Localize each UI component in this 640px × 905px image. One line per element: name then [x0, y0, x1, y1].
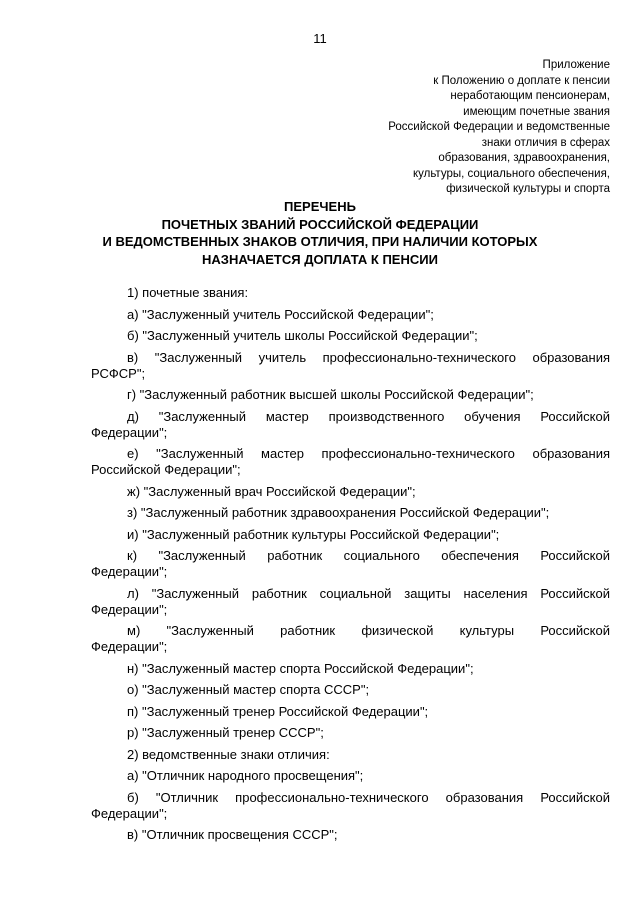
list-item-continuation: РСФСР";: [91, 365, 146, 381]
list-item-text: е) "Заслуженный мастер профессионально-технического образования: [127, 446, 610, 461]
list-item: [91, 409, 610, 425]
list-item: н) "Заслуженный мастер спорта Российской Федерации";: [127, 660, 474, 676]
document-title: [0, 198, 640, 268]
list-item: [91, 790, 610, 806]
list-item-continuation: Федерации";: [91, 564, 168, 579]
list-item: [91, 586, 610, 602]
appendix-line: физической культуры и спорта: [446, 183, 610, 195]
list-item-text: л) "Заслуженный работник социальной защиты населения Российской: [127, 585, 610, 601]
title-line: ПЕРЕЧЕНЬ: [284, 199, 356, 214]
appendix-line: культуры, социального обеспечения,: [412, 167, 610, 180]
list-item: з) "Заслуженный работник здравоохранения Российской Федерации";: [127, 505, 550, 520]
list-item: б) "Заслуженный учитель школы Российской Федерации";: [127, 328, 478, 343]
appendix-line: знаки отличия в сферах: [481, 136, 610, 149]
list-item-continuation: Федерации";: [91, 424, 168, 440]
list-item-continuation: Федерации";: [91, 601, 168, 617]
appendix-line: Приложение: [542, 59, 610, 71]
list-item-continuation: Российской Федерации";: [91, 462, 241, 477]
appendix-line: к Положению о доплате к пенсии: [433, 74, 610, 87]
title-line: ПОЧЕТНЫХ ЗВАНИЙ РОССИЙСКОЙ ФЕДЕРАЦИИ: [161, 216, 479, 232]
list-item-text: к) "Заслуженный работник социального обеспечения Российской: [127, 548, 610, 563]
list-item: 2) ведомственные знаки отличия:: [127, 746, 330, 762]
list-item: 1) почетные звания:: [127, 285, 249, 300]
list-item: ж) "Заслуженный врач Российской Федерации";: [127, 483, 416, 499]
appendix-line: неработающим пенсионерам,: [450, 90, 610, 102]
list-item: в) "Отличник просвещения СССР";: [127, 827, 338, 842]
list-item-text: б) "Отличник профессионально-технического образования Российской: [127, 789, 610, 805]
list-item: г) "Заслуженный работник высшей школы Российской Федерации";: [127, 387, 534, 402]
list-item: [91, 446, 610, 462]
appendix-line: Российской Федерации и ведомственные: [388, 121, 610, 133]
list-item: а) "Заслуженный учитель Российской Федерации";: [127, 306, 434, 322]
list-item: п) "Заслуженный тренер Российской Федерации";: [127, 703, 429, 719]
list-item: и) "Заслуженный работник культуры Российской Федерации";: [127, 526, 500, 542]
list-item-text: д) "Заслуженный мастер производственного обучения Российской: [127, 408, 610, 424]
list-item: [91, 548, 610, 564]
list-body: [91, 285, 610, 849]
title-line: НАЗНАЧАЕТСЯ ДОПЛАТА К ПЕНСИИ: [202, 251, 438, 267]
list-item-text: м) "Заслуженный работник физической культуры Российской: [127, 623, 610, 638]
appendix-line: образования, здравоохранения,: [438, 152, 610, 164]
appendix-line: имеющим почетные звания: [463, 105, 610, 118]
list-item: р) "Заслуженный тренер СССР";: [127, 725, 324, 740]
list-item: [91, 623, 610, 639]
list-item-continuation: Федерации";: [91, 639, 168, 654]
title-line: И ВЕДОМСТВЕННЫХ ЗНАКОВ ОТЛИЧИЯ, ПРИ НАЛИЧИИ КОТОРЫХ: [102, 234, 538, 249]
list-item: [91, 350, 610, 366]
list-item-text: в) "Заслуженный учитель профессионально-технического образования: [127, 349, 610, 365]
page-number: 11: [313, 31, 327, 46]
list-item: а) "Отличник народного просвещения";: [127, 768, 364, 783]
appendix-note: [330, 58, 610, 198]
list-item: о) "Заслуженный мастер спорта СССР";: [127, 682, 370, 697]
list-item-continuation: Федерации";: [91, 805, 168, 821]
